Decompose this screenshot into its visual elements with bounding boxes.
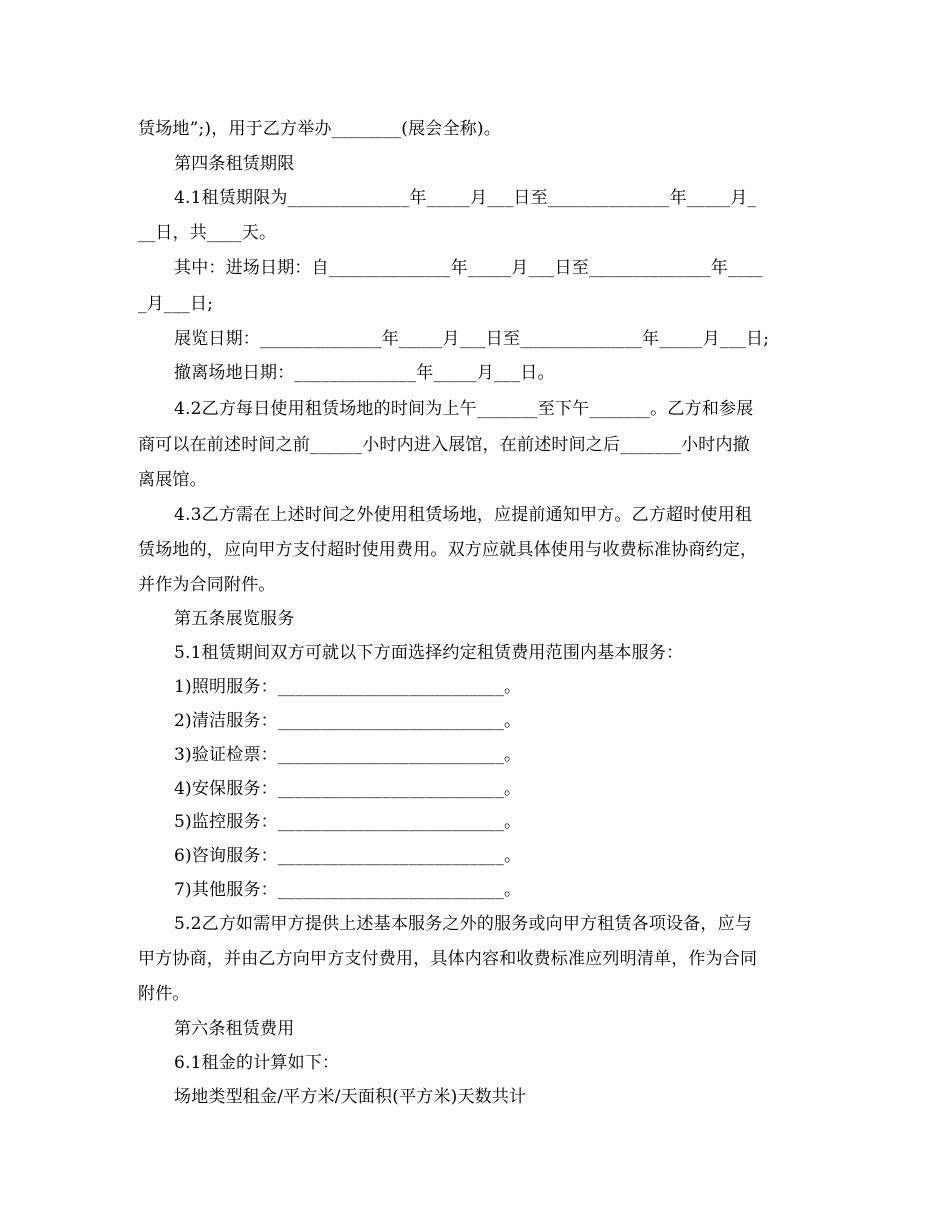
text-line: 离展馆。	[138, 470, 207, 490]
text-line: 4.1租赁期限为______________年_____月___日至______________年_____月_	[174, 188, 757, 208]
text-line: 5.1租赁期间双方可就以下方面选择约定租赁费用范围内基本服务：	[174, 643, 684, 663]
list-item: 6)咨询服务：__________________________。	[174, 846, 522, 866]
text-line: 附件。	[138, 984, 190, 1004]
text-line: 4.3乙方需在上述时间之外使用租赁场地，应提前通知甲方。乙方超时使用租	[174, 505, 753, 525]
text-line: 4.2乙方每日使用租赁场地的时间为上午_______至下午_______。乙方和参展	[174, 399, 754, 419]
list-item: 7)其他服务：__________________________。	[174, 880, 522, 900]
text-line: 商可以在前述时间之前______小时内进入展馆，在前述时间之后_______小时内撤	[138, 435, 750, 455]
section-heading: 第六条租赁费用	[174, 1019, 295, 1039]
text-line: 展览日期：______________年_____月___日至______________年_____月___日;	[174, 329, 770, 349]
section-heading: 第五条展览服务	[174, 609, 295, 629]
text-line: 甲方协商，并由乙方向甲方支付费用，具体内容和收费标准应列明清单，作为合同	[138, 949, 758, 969]
text-line: 6.1租金的计算如下：	[174, 1053, 340, 1073]
text-line: 其中：进场日期：自______________年_____月___日至______________年____	[174, 258, 763, 278]
list-item: 1)照明服务：__________________________。	[174, 677, 522, 697]
text-line: 5.2乙方如需甲方提供上述基本服务之外的服务或向甲方租赁各项设备，应与	[174, 914, 753, 934]
section-heading: 第四条租赁期限	[174, 154, 295, 174]
text-line: __日，共____天。	[138, 223, 277, 243]
list-item: 5)监控服务：__________________________。	[174, 812, 522, 832]
table-header-line: 场地类型租金/平方米/天面积(平方米)天数共计	[174, 1087, 527, 1107]
text-line: 赁场地的，应向甲方支付超时使用费用。双方应就具体使用与收费标准协商约定，	[138, 540, 758, 560]
text-line: 赁场地”;)，用于乙方举办________(展会全称)。	[138, 119, 501, 139]
list-item: 3)验证检票：__________________________。	[174, 745, 522, 765]
list-item: 2)清洁服务：__________________________。	[174, 711, 522, 731]
text-line: 撤离场地日期：______________年_____月___日。	[174, 363, 555, 383]
list-item: 4)安保服务：__________________________。	[174, 779, 522, 799]
text-line: _月___日;	[138, 294, 214, 314]
text-line: 并作为合同附件。	[138, 575, 276, 595]
